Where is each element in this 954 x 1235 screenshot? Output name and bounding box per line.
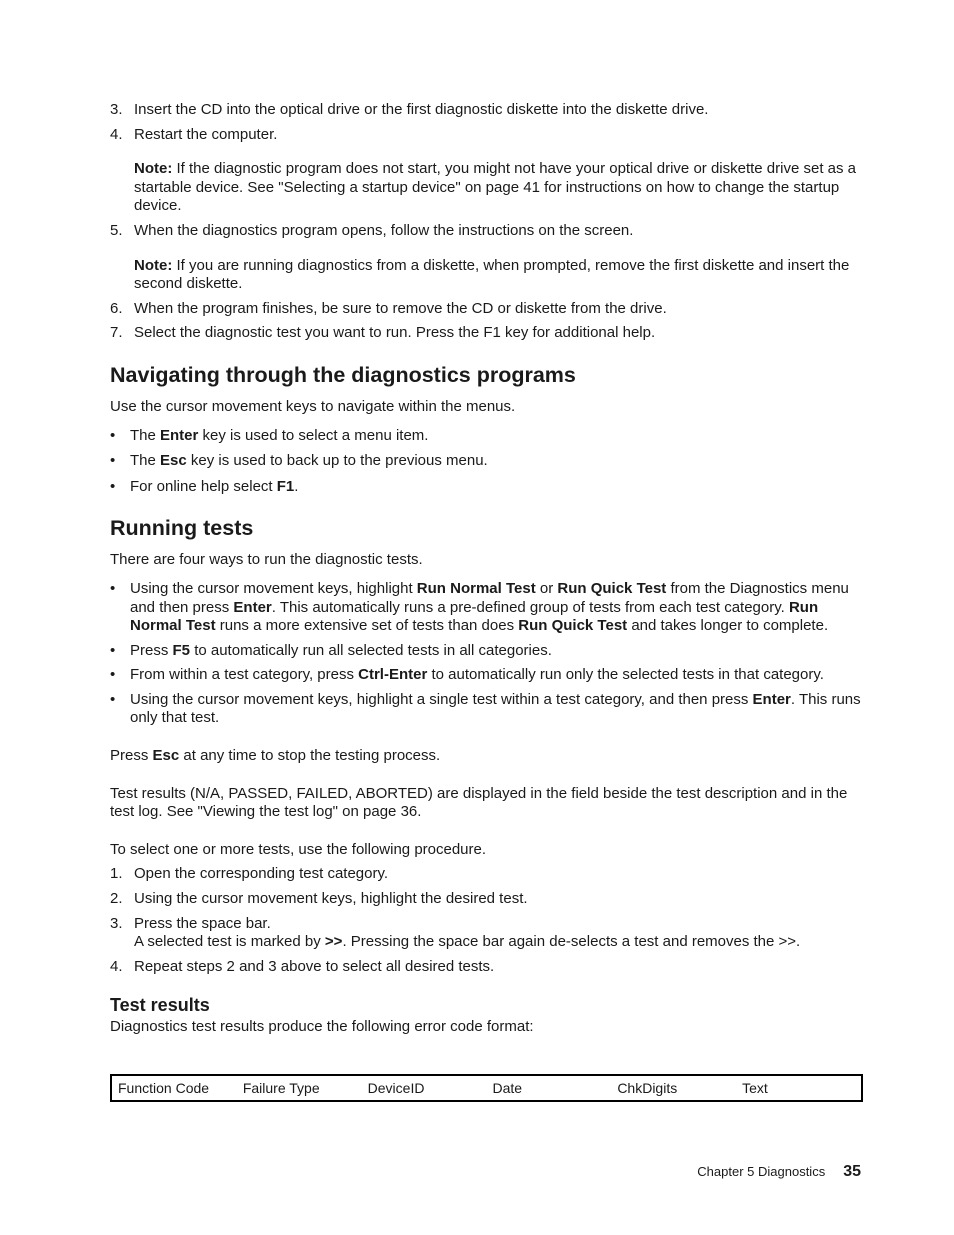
list-item: 4. Repeat steps 2 and 3 above to select all desired tests. — [110, 957, 495, 975]
bullet-item: • Press F5 to automatically run all selected tests in all categories. — [110, 641, 552, 659]
list-item — [110, 126, 862, 145]
bullet-item: • Using the cursor movement keys, highlight Run Normal Test or Run Quick Test from the Diagnostics menu and then press Enter. This automatically runs a pre-defined group of tests from each test category. Run Normal Test runs a more extensive set of tests than does Run Quick Test and takes longer to complete. — [110, 579, 849, 635]
step-text: When the diagnostics program opens, follow the instructions on the screen. — [134, 221, 634, 239]
list-item: 2. Using the cursor movement keys, highlight the desired test. — [110, 890, 528, 908]
note — [110, 160, 862, 216]
table-cell: Failure Type — [242, 1079, 320, 1096]
section-heading-running-tests: Running tests — [110, 516, 254, 541]
step-number: 7. — [110, 324, 123, 342]
list-item — [110, 324, 862, 343]
step-number: 4. — [110, 125, 123, 143]
paragraph: Diagnostics test results produce the following error code format: — [110, 1018, 534, 1036]
step-text: Restart the computer. — [134, 125, 278, 143]
page-footer — [697, 1163, 861, 1182]
bullet-item: • The Esc key is used to back up to the previous menu. — [110, 452, 488, 470]
bullet-item: • From within a test category, press Ctrl-Enter to automatically run only the selected tests in that category. — [110, 666, 824, 684]
paragraph: Use the cursor movement keys to navigate within the menus. — [110, 397, 516, 415]
section-heading-navigating: Navigating through the diagnostics programs — [110, 362, 576, 387]
list-item: 3. Press the space bar. A selected test is marked by >>. Pressing the space bar again de-selects a test and removes the >>. — [110, 914, 801, 951]
bullet-item: • The Enter key is used to select a menu item. — [110, 426, 429, 444]
error-code-format-table — [110, 1074, 863, 1102]
bullet-item: • For online help select F1. — [110, 477, 299, 495]
paragraph: There are four ways to run the diagnostic tests. — [110, 551, 423, 569]
list-item — [110, 222, 862, 241]
chapter-label: Chapter 5 Diagnostics — [697, 1164, 826, 1179]
step-number: 3. — [110, 101, 123, 118]
note — [110, 257, 862, 294]
paragraph: Press Esc at any time to stop the testing process. — [110, 747, 441, 765]
table-cell: ChkDigits — [617, 1079, 678, 1096]
step-text: Select the diagnostic test you want to run. Press the F1 key for additional help. — [134, 324, 656, 342]
list-item: 1. Open the corresponding test category. — [110, 865, 389, 883]
note-text: If the diagnostic program does not start, you might not have your optical drive or diskette drive set as a startable device. See "Selecting a startup device" on page 41 for instructions on how to change the startup device. — [134, 160, 857, 215]
table-cell: Text — [742, 1079, 768, 1096]
step-number: 5. — [110, 221, 123, 239]
list-item — [110, 300, 862, 319]
paragraph: To select one or more tests, use the following procedure. — [110, 840, 487, 858]
step-text: Insert the CD into the optical drive or the first diagnostic diskette into the diskette drive. — [134, 101, 709, 118]
table-cell: DeviceID — [367, 1079, 425, 1096]
list-item — [110, 101, 862, 120]
step-text: When the program finishes, be sure to remove the CD or diskette from the drive. — [134, 299, 667, 317]
step-number: 6. — [110, 299, 123, 317]
note-label: Note: — [134, 256, 173, 274]
note-label: Note: — [134, 160, 173, 178]
page-number: 35 — [843, 1163, 861, 1180]
paragraph: Test results (N/A, PASSED, FAILED, ABORTED) are displayed in the field beside the test description and in the test log. See "Viewing the test log" on page 36. — [110, 784, 848, 821]
note-text: If you are running diagnostics from a diskette, when prompted, remove the first diskette and insert the second diskette. — [134, 256, 850, 293]
page-body — [110, 101, 862, 1037]
bullet-item: • Using the cursor movement keys, highlight a single test within a test category, and then press Enter. This runs only that test. — [110, 690, 861, 727]
table-cell: Function Code — [118, 1079, 210, 1096]
subsection-heading-test-results: Test results — [110, 995, 210, 1016]
table-cell: Date — [492, 1079, 523, 1096]
